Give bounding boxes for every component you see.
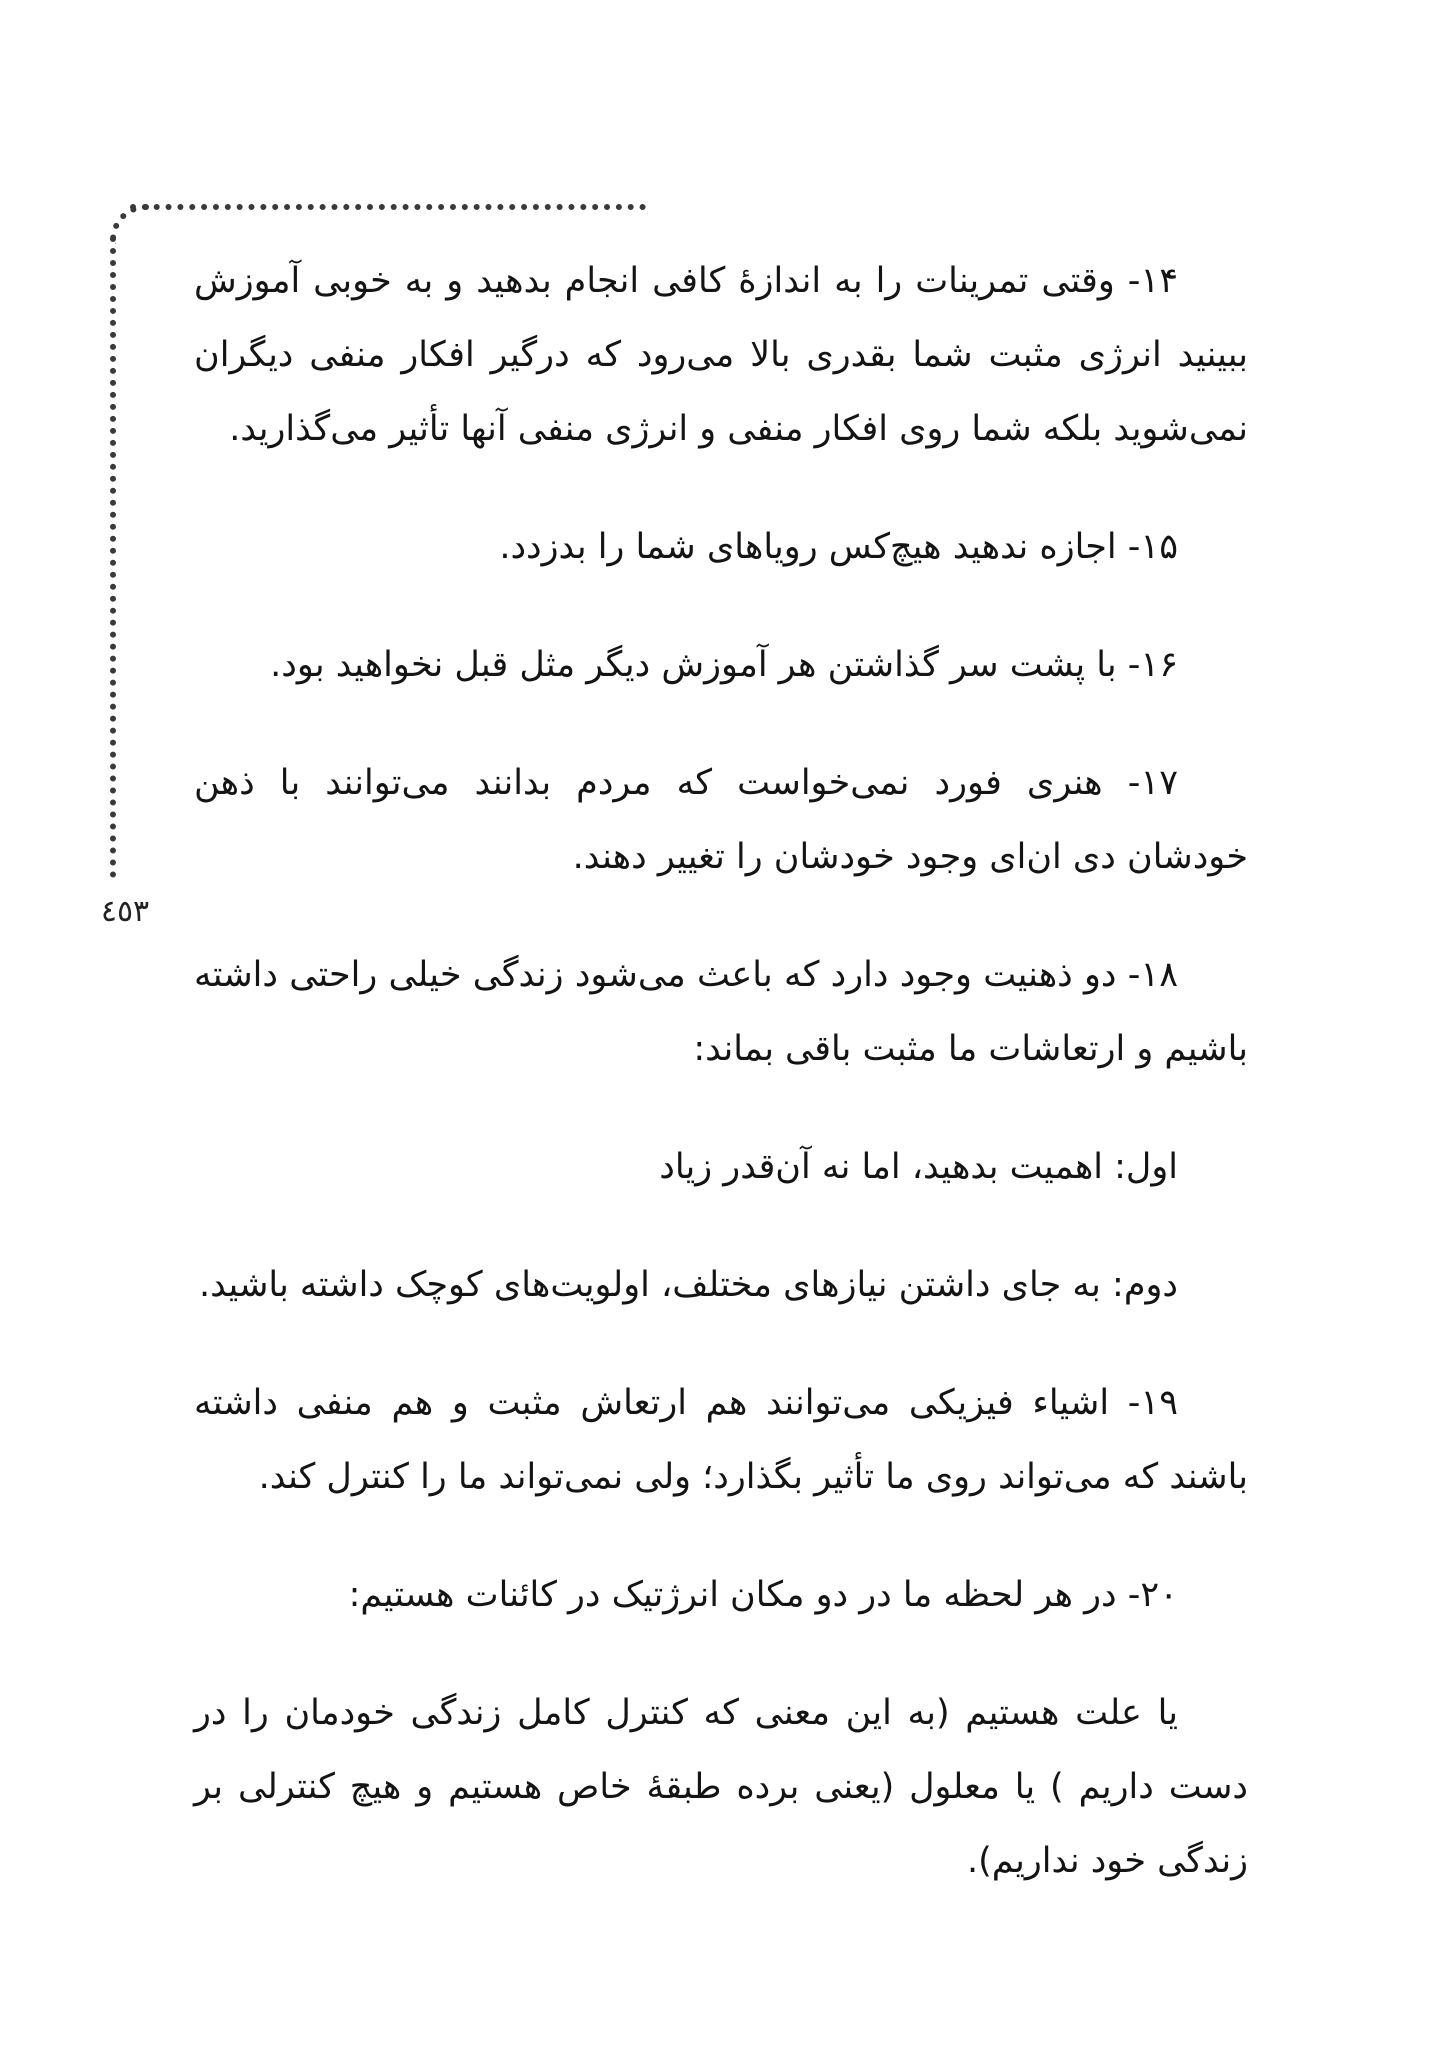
paragraph-second-mindset: دوم: به جای داشتن نیازهای مختلف، اولویت‌های کوچک داشته باشید.	[199, 1265, 1178, 1305]
paragraph-item-15: ۱۵- اجازه ندهید هیچ‌کس رویاهای شما را بدزدد.	[499, 527, 1178, 567]
paragraph-item-20: ۲۰- در هر لحظه ما در دو مکان انرژتیک در کائنات هستیم:	[348, 1575, 1178, 1615]
paragraph-first-mindset: اول: اهمیت بدهید، اما نه آن‌قدر زیاد	[659, 1147, 1178, 1187]
decorative-dotted-border-left	[110, 236, 116, 878]
paragraph-item-14: ۱۴- وقتی تمرینات را به اندازهٔ کافی انجام بدهید و به خوبی آموزش ببینید انرژی مثبت شما بقدری بالا می‌رود که درگیر افکار منفی دیگران نمی‌شوید بلکه شما روی افکار منفی و انرژی منفی آنها تأثیر می‌گذارید.	[194, 261, 1248, 449]
paragraph-item-18: ۱۸- دو ذهنیت وجود دارد که باعث می‌شود زندگی خیلی راحتی داشته باشیم و ارتعاشات ما مثبت باقی بماند:	[194, 955, 1248, 1069]
page-body	[194, 244, 1248, 1898]
paragraph-item-16: ۱۶- با پشت سر گذاشتن هر آموزش دیگر مثل قبل نخواهید بود.	[270, 645, 1178, 685]
paragraph-item-19: ۱۹- اشیاء فیزیکی می‌توانند هم ارتعاش مثبت و هم منفی داشته باشند که می‌تواند روی ما تأثیر بگذارد؛ ولی نمی‌تواند ما را کنترل کند.	[194, 1383, 1248, 1497]
decorative-dotted-border-corner	[110, 204, 150, 244]
paragraph-cause-effect: یا علت هستیم (به این معنی که کنترل کامل زندگی خودمان را در دست داریم ) یا معلول (یعنی برده طبقهٔ خاص هستیم و هیچ کنترلی بر زندگی خود نداریم).	[194, 1693, 1248, 1881]
page-number: ٤٥٣	[100, 894, 150, 929]
decorative-dotted-border-top	[130, 204, 646, 210]
paragraph-item-17: ۱۷- هنری فورد نمی‌خواست که مردم بدانند می‌توانند با ذهن خودشان دی ان‌ای وجود خودشان را تغییر دهند.	[194, 763, 1248, 877]
